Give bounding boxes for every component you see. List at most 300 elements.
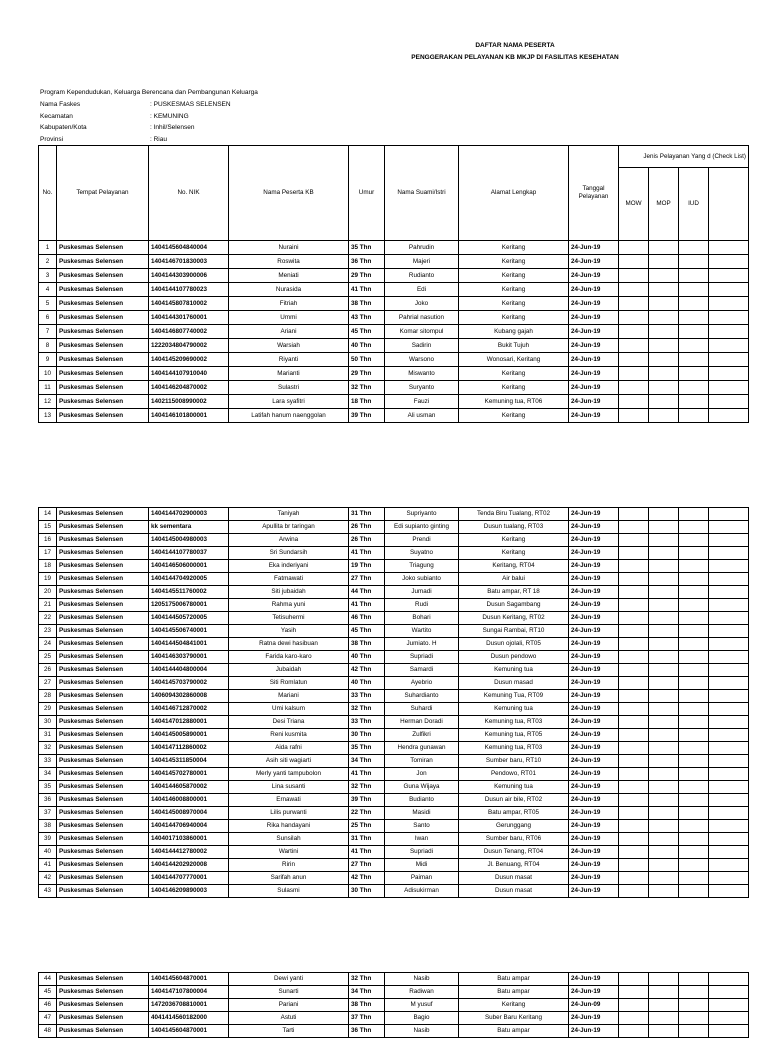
row-tanggal: 24-Jun-19: [569, 807, 619, 820]
cell-mow: [619, 999, 649, 1012]
row-tempat: Puskesmas Selensen: [57, 1012, 149, 1025]
cell-mow: [619, 395, 649, 409]
cell-iud: [679, 690, 709, 703]
cell-extra: [709, 807, 749, 820]
row-tempat: Puskesmas Selensen: [57, 638, 149, 651]
cell-iud: [679, 508, 709, 521]
cell-mow: [619, 409, 649, 423]
cell-mow: [619, 794, 649, 807]
row-tempat: Puskesmas Selensen: [57, 859, 149, 872]
row-suami: Masidi: [385, 807, 459, 820]
row-umur: 41 Thn: [349, 846, 385, 859]
meta-label: Provinsi: [40, 135, 64, 143]
row-umur: 18 Thn: [349, 395, 385, 409]
cell-iud: [679, 846, 709, 859]
cell-extra: [709, 973, 749, 986]
row-tanggal: 24-Jun-19: [569, 664, 619, 677]
cell-extra: [709, 755, 749, 768]
table-row: [39, 381, 749, 395]
cell-extra: [709, 1025, 749, 1038]
row-umur: 38 Thn: [349, 999, 385, 1012]
row-tanggal: 24-Jun-19: [569, 297, 619, 311]
row-nama: Astuti: [229, 1012, 349, 1025]
table-row: [39, 353, 749, 367]
cell-iud: [679, 999, 709, 1012]
row-tanggal: 24-Jun-19: [569, 820, 619, 833]
cell-extra: [709, 638, 749, 651]
cell-mop: [649, 367, 679, 381]
row-suami: Suhardianto: [385, 690, 459, 703]
cell-iud: [679, 255, 709, 269]
row-nik: 1404144202920008: [149, 859, 229, 872]
table-row: [39, 395, 749, 409]
row-nik: 1404145209690002: [149, 353, 229, 367]
cell-mop: [649, 325, 679, 339]
row-tempat: Puskesmas Selensen: [57, 690, 149, 703]
row-umur: 30 Thn: [349, 885, 385, 898]
row-umur: 50 Thn: [349, 353, 385, 367]
row-tempat: Puskesmas Selensen: [57, 872, 149, 885]
row-alamat: Keritang: [459, 255, 569, 269]
cell-extra: [709, 664, 749, 677]
row-suami: Pahrial nasution: [385, 311, 459, 325]
row-no: 6: [39, 311, 57, 325]
row-nama: Sulasmi: [229, 885, 349, 898]
row-tanggal: 24-Jun-19: [569, 846, 619, 859]
row-suami: Bagio: [385, 1012, 459, 1025]
table-row: [39, 859, 749, 872]
cell-mop: [649, 269, 679, 283]
cell-mop: [649, 690, 679, 703]
row-tanggal: 24-Jun-19: [569, 986, 619, 999]
row-tempat: Puskesmas Selensen: [57, 255, 149, 269]
cell-mop: [649, 742, 679, 755]
row-nik: 1404144605870002: [149, 781, 229, 794]
row-umur: 37 Thn: [349, 1012, 385, 1025]
cell-iud: [679, 241, 709, 255]
cell-iud: [679, 973, 709, 986]
row-tempat: Puskesmas Selensen: [57, 833, 149, 846]
row-nama: Sunsilah: [229, 833, 349, 846]
cell-mop: [649, 986, 679, 999]
cell-mow: [619, 781, 649, 794]
cell-extra: [709, 1012, 749, 1025]
cell-mow: [619, 677, 649, 690]
row-suami: Herman Doradi: [385, 716, 459, 729]
cell-extra: [709, 508, 749, 521]
row-nik: 1404144404800004: [149, 664, 229, 677]
row-tanggal: 24-Jun-19: [569, 395, 619, 409]
row-nik: 1404144301760001: [149, 311, 229, 325]
row-no: 33: [39, 755, 57, 768]
row-tempat: Puskesmas Selensen: [57, 1025, 149, 1038]
row-suami: Supriadi: [385, 651, 459, 664]
cell-extra: [709, 586, 749, 599]
cell-extra: [709, 716, 749, 729]
row-nik: 1404144505720005: [149, 612, 229, 625]
cell-iud: [679, 755, 709, 768]
table-row: [39, 833, 749, 846]
row-no: 8: [39, 339, 57, 353]
row-tempat: Puskesmas Selensen: [57, 664, 149, 677]
row-no: 12: [39, 395, 57, 409]
cell-iud: [679, 381, 709, 395]
row-nama: Wartini: [229, 846, 349, 859]
cell-extra: [709, 703, 749, 716]
cell-mop: [649, 297, 679, 311]
row-alamat: Dusun ojolali, RT05: [459, 638, 569, 651]
row-suami: M yusuf: [385, 999, 459, 1012]
row-no: 11: [39, 381, 57, 395]
row-nama: Mariani: [229, 690, 349, 703]
table-row: [39, 283, 749, 297]
meta-value: : Inhil/Selensen: [150, 124, 195, 131]
row-tempat: Puskesmas Selensen: [57, 716, 149, 729]
row-nama: Siti jubaidah: [229, 586, 349, 599]
row-tempat: Puskesmas Selensen: [57, 612, 149, 625]
row-tempat: Puskesmas Selensen: [57, 781, 149, 794]
row-nama: Latifah hanum naenggolan: [229, 409, 349, 423]
row-suami: Midi: [385, 859, 459, 872]
row-alamat: Keritang: [459, 241, 569, 255]
row-alamat: Keritang: [459, 534, 569, 547]
row-nik: 1404146712870002: [149, 703, 229, 716]
row-tanggal: 24-Jun-19: [569, 872, 619, 885]
cell-mow: [619, 651, 649, 664]
cell-mow: [619, 872, 649, 885]
row-umur: 42 Thn: [349, 872, 385, 885]
row-umur: 40 Thn: [349, 651, 385, 664]
table-row: [39, 255, 749, 269]
row-tempat: Puskesmas Selensen: [57, 846, 149, 859]
row-no: 38: [39, 820, 57, 833]
cell-mow: [619, 625, 649, 638]
cell-mow: [619, 508, 649, 521]
cell-mop: [649, 241, 679, 255]
row-no: 18: [39, 560, 57, 573]
cell-mop: [649, 547, 679, 560]
row-tempat: Puskesmas Selensen: [57, 885, 149, 898]
table-row: [39, 339, 749, 353]
cell-mow: [619, 612, 649, 625]
row-suami: Jon: [385, 768, 459, 781]
row-umur: 27 Thn: [349, 859, 385, 872]
row-nama: Lara syafitri: [229, 395, 349, 409]
row-nik: 1404147107800004: [149, 986, 229, 999]
row-tanggal: 24-Jun-19: [569, 586, 619, 599]
cell-mop: [649, 1025, 679, 1038]
cell-mop: [649, 409, 679, 423]
row-nama: Sarifah anun: [229, 872, 349, 885]
cell-mop: [649, 381, 679, 395]
cell-mow: [619, 599, 649, 612]
program-name: Program Kependudukan, Keluarga Berencana dan Pembangunan Keluarga: [40, 89, 258, 96]
row-nik: 1404144707770001: [149, 872, 229, 885]
cell-mow: [619, 353, 649, 367]
cell-mop: [649, 833, 679, 846]
table-row: [39, 625, 749, 638]
row-umur: 41 Thn: [349, 283, 385, 297]
cell-mow: [619, 664, 649, 677]
row-nama: Riyanti: [229, 353, 349, 367]
row-nik: 1404144706940004: [149, 820, 229, 833]
row-nama: Pariani: [229, 999, 349, 1012]
row-no: 9: [39, 353, 57, 367]
col-suami: Nama Suami/Istri: [385, 146, 459, 241]
row-nama: Ririn: [229, 859, 349, 872]
row-nama: Desi Triana: [229, 716, 349, 729]
row-alamat: Kemuning tua, RT03: [459, 742, 569, 755]
row-umur: 40 Thn: [349, 339, 385, 353]
cell-mop: [649, 283, 679, 297]
row-no: 30: [39, 716, 57, 729]
row-suami: Edi supianto ginting: [385, 521, 459, 534]
row-tempat: Puskesmas Selensen: [57, 986, 149, 999]
cell-extra: [709, 283, 749, 297]
row-umur: 32 Thn: [349, 703, 385, 716]
table-row: [39, 599, 749, 612]
row-nama: Ummi: [229, 311, 349, 325]
row-tempat: Puskesmas Selensen: [57, 521, 149, 534]
cell-mop: [649, 999, 679, 1012]
row-alamat: Pendowo, RT01: [459, 768, 569, 781]
participants-table-1: [38, 145, 749, 423]
cell-mow: [619, 1025, 649, 1038]
table-row: [39, 534, 749, 547]
cell-extra: [709, 781, 749, 794]
row-suami: Joko subianto: [385, 573, 459, 586]
cell-iud: [679, 353, 709, 367]
cell-extra: [709, 599, 749, 612]
row-nik: 1404146807740002: [149, 325, 229, 339]
row-nik: 1404144107910040: [149, 367, 229, 381]
row-nik: 1404146303790001: [149, 651, 229, 664]
table-row: [39, 690, 749, 703]
row-nama: Reni kusmita: [229, 729, 349, 742]
row-suami: Supriyanto: [385, 508, 459, 521]
row-no: 48: [39, 1025, 57, 1038]
row-umur: 38 Thn: [349, 297, 385, 311]
row-no: 24: [39, 638, 57, 651]
row-nik: kk sementara: [149, 521, 229, 534]
row-tempat: Puskesmas Selensen: [57, 508, 149, 521]
row-tanggal: 24-Jun-19: [569, 755, 619, 768]
row-umur: 45 Thn: [349, 325, 385, 339]
cell-mow: [619, 807, 649, 820]
row-suami: Bohari: [385, 612, 459, 625]
row-suami: Rudianto: [385, 269, 459, 283]
row-nama: Lina susanti: [229, 781, 349, 794]
cell-mow: [619, 742, 649, 755]
row-tanggal: 24-Jun-19: [569, 729, 619, 742]
row-tempat: Puskesmas Selensen: [57, 573, 149, 586]
row-umur: 42 Thn: [349, 664, 385, 677]
row-alamat: Dusun masat: [459, 885, 569, 898]
cell-mow: [619, 534, 649, 547]
row-suami: Komar sitompul: [385, 325, 459, 339]
cell-iud: [679, 612, 709, 625]
row-umur: 22 Thn: [349, 807, 385, 820]
col-no: No.: [39, 146, 57, 241]
table-row: [39, 742, 749, 755]
row-umur: 41 Thn: [349, 547, 385, 560]
row-suami: Hendra gunawan: [385, 742, 459, 755]
cell-mow: [619, 703, 649, 716]
row-suami: Nasib: [385, 1025, 459, 1038]
row-no: 47: [39, 1012, 57, 1025]
cell-mow: [619, 973, 649, 986]
cell-mow: [619, 325, 649, 339]
cell-mop: [649, 573, 679, 586]
cell-mop: [649, 339, 679, 353]
row-tanggal: 24-Jun-19: [569, 625, 619, 638]
row-suami: Warsono: [385, 353, 459, 367]
cell-mow: [619, 885, 649, 898]
cell-iud: [679, 716, 709, 729]
col-jenis: Jenis Pelayanan Yang d (Check List): [619, 146, 749, 168]
cell-extra: [709, 859, 749, 872]
row-alamat: Kemuning Tua, RT09: [459, 690, 569, 703]
row-umur: 35 Thn: [349, 742, 385, 755]
row-tanggal: 24-Jun-19: [569, 859, 619, 872]
row-alamat: Wonosari, Keritang: [459, 353, 569, 367]
cell-mop: [649, 859, 679, 872]
row-suami: Ali usman: [385, 409, 459, 423]
row-suami: Iwan: [385, 833, 459, 846]
cell-mow: [619, 255, 649, 269]
row-tanggal: 24-Jun-19: [569, 381, 619, 395]
cell-mow: [619, 755, 649, 768]
row-suami: Triagung: [385, 560, 459, 573]
row-nama: Asih siti wagiarti: [229, 755, 349, 768]
row-no: 29: [39, 703, 57, 716]
cell-iud: [679, 367, 709, 381]
cell-extra: [709, 395, 749, 409]
cell-extra: [709, 986, 749, 999]
row-alamat: Kemuning tua, RT05: [459, 729, 569, 742]
cell-mop: [649, 638, 679, 651]
row-tempat: Puskesmas Selensen: [57, 283, 149, 297]
row-tanggal: 24-Jun-19: [569, 269, 619, 283]
cell-iud: [679, 283, 709, 297]
cell-extra: [709, 768, 749, 781]
row-tanggal: 24-Jun-09: [569, 999, 619, 1012]
cell-extra: [709, 612, 749, 625]
row-umur: 39 Thn: [349, 794, 385, 807]
row-alamat: Dusun masat: [459, 872, 569, 885]
meta-row: [40, 101, 231, 108]
row-tempat: Puskesmas Selensen: [57, 742, 149, 755]
row-alamat: Bukit Tujuh: [459, 339, 569, 353]
row-no: 1: [39, 241, 57, 255]
row-no: 10: [39, 367, 57, 381]
row-alamat: Batu ampar: [459, 986, 569, 999]
cell-mow: [619, 547, 649, 560]
col-mop: MOP: [649, 168, 679, 241]
row-umur: 32 Thn: [349, 781, 385, 794]
cell-iud: [679, 677, 709, 690]
row-nik: 1404145311850004: [149, 755, 229, 768]
cell-iud: [679, 534, 709, 547]
col-extra: [709, 168, 749, 241]
cell-mop: [649, 311, 679, 325]
row-tempat: Puskesmas Selensen: [57, 269, 149, 283]
cell-extra: [709, 547, 749, 560]
row-nama: Sulastri: [229, 381, 349, 395]
row-nik: 1404145005890001: [149, 729, 229, 742]
cell-extra: [709, 339, 749, 353]
cell-mow: [619, 716, 649, 729]
row-tempat: Puskesmas Selensen: [57, 297, 149, 311]
cell-extra: [709, 353, 749, 367]
row-umur: 34 Thn: [349, 755, 385, 768]
row-alamat: Tenda Biru Tualang, RT02: [459, 508, 569, 521]
row-suami: Joko: [385, 297, 459, 311]
cell-extra: [709, 625, 749, 638]
cell-iud: [679, 833, 709, 846]
row-no: 43: [39, 885, 57, 898]
cell-iud: [679, 409, 709, 423]
row-umur: 39 Thn: [349, 409, 385, 423]
row-suami: Wartito: [385, 625, 459, 638]
row-alamat: Kemuning tua: [459, 781, 569, 794]
row-suami: Fauzi: [385, 395, 459, 409]
row-no: 36: [39, 794, 57, 807]
row-nik: 1404017103860001: [149, 833, 229, 846]
cell-extra: [709, 325, 749, 339]
row-tanggal: 24-Jun-19: [569, 1012, 619, 1025]
row-nama: Fitriah: [229, 297, 349, 311]
row-tempat: Puskesmas Selensen: [57, 755, 149, 768]
row-umur: 45 Thn: [349, 625, 385, 638]
row-alamat: Sungai Rambai, RT10: [459, 625, 569, 638]
row-alamat: Batu ampar, RT05: [459, 807, 569, 820]
row-tempat: Puskesmas Selensen: [57, 241, 149, 255]
row-no: 39: [39, 833, 57, 846]
cell-mop: [649, 625, 679, 638]
row-no: 34: [39, 768, 57, 781]
row-alamat: Keritang: [459, 999, 569, 1012]
row-suami: Guna Wijaya: [385, 781, 459, 794]
cell-iud: [679, 781, 709, 794]
cell-extra: [709, 872, 749, 885]
row-tempat: Puskesmas Selensen: [57, 547, 149, 560]
row-tanggal: 24-Jun-19: [569, 690, 619, 703]
row-tanggal: 24-Jun-19: [569, 768, 619, 781]
row-umur: 29 Thn: [349, 269, 385, 283]
cell-mop: [649, 599, 679, 612]
participants-table-2: [38, 507, 749, 898]
row-umur: 34 Thn: [349, 986, 385, 999]
row-no: 22: [39, 612, 57, 625]
row-tempat: Puskesmas Selensen: [57, 599, 149, 612]
cell-mop: [649, 716, 679, 729]
row-nama: Apullita br taringan: [229, 521, 349, 534]
table-row: [39, 311, 749, 325]
row-alamat: Batu ampar: [459, 973, 569, 986]
row-nik: 1404145604870001: [149, 973, 229, 986]
row-nama: Marianti: [229, 367, 349, 381]
row-umur: 46 Thn: [349, 612, 385, 625]
row-nik: 1404146101800001: [149, 409, 229, 423]
row-no: 15: [39, 521, 57, 534]
row-alamat: Dusun pendowo: [459, 651, 569, 664]
doc-title-line1: DAFTAR NAMA PESERTA: [475, 42, 555, 49]
table-row: [39, 768, 749, 781]
table-row: [39, 664, 749, 677]
meta-label: Kabupaten/Kota: [40, 124, 87, 131]
table-row: [39, 755, 749, 768]
